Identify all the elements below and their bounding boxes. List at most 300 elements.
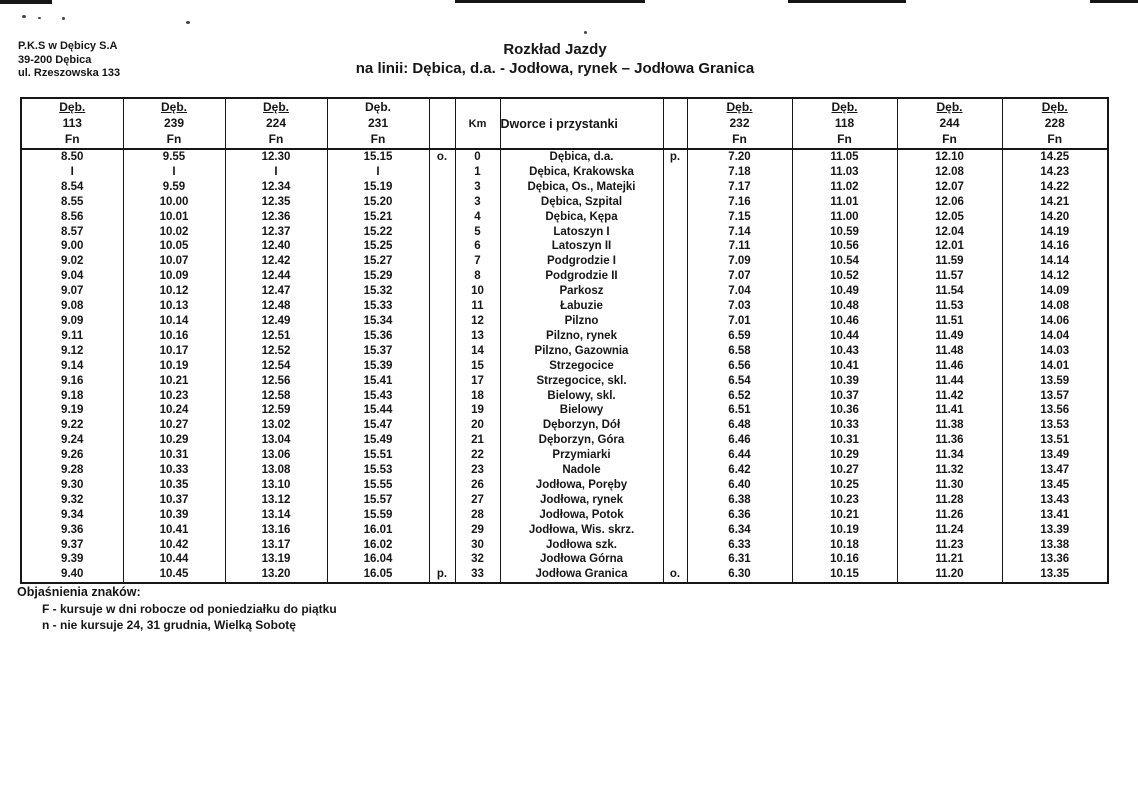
time-cell: 9.08 bbox=[61, 300, 84, 313]
km-cell: 17 bbox=[455, 374, 500, 389]
km-cell: 1 bbox=[455, 165, 500, 180]
km-cell: 13 bbox=[455, 329, 500, 344]
time-cell: 11.05 bbox=[792, 149, 897, 165]
time-cell: 13.38 bbox=[1002, 538, 1108, 553]
arrival-mark-cell bbox=[663, 225, 687, 240]
time-cell: 10.07 bbox=[123, 254, 225, 269]
time-cell: 12.40 bbox=[225, 239, 327, 254]
time-cell: 6.52 bbox=[687, 389, 792, 404]
km-cell: 30 bbox=[455, 538, 500, 553]
service-header bbox=[21, 98, 123, 149]
legend-line-n: n - nie kursuje 24, 31 grudnia, Wielką Sobotę bbox=[42, 618, 296, 632]
stop-name-cell: Dębica, Szpital bbox=[500, 195, 663, 210]
time-cell: 10.44 bbox=[792, 329, 897, 344]
time-cell: 15.29 bbox=[327, 269, 429, 284]
direction-mark-header bbox=[663, 98, 687, 149]
time-cell: 13.51 bbox=[1002, 433, 1108, 448]
time-cell: 12.48 bbox=[225, 299, 327, 314]
time-cell: 15.34 bbox=[327, 314, 429, 329]
time-cell: 6.36 bbox=[687, 508, 792, 523]
time-cell: 10.23 bbox=[123, 389, 225, 404]
time-cell: 13.10 bbox=[225, 478, 327, 493]
time-cell: 11.00 bbox=[792, 210, 897, 225]
time-cell: 10.00 bbox=[123, 195, 225, 210]
time-cell: 9.55 bbox=[123, 149, 225, 165]
stop-name-cell: Przymiarki bbox=[500, 448, 663, 463]
time-cell: I bbox=[70, 165, 74, 178]
stop-name-cell: Dębica, Kępa bbox=[500, 210, 663, 225]
time-cell: 9.12 bbox=[61, 344, 84, 357]
time-cell: 13.39 bbox=[1002, 523, 1108, 538]
arrival-mark-cell bbox=[663, 374, 687, 389]
time-cell: 7.15 bbox=[687, 210, 792, 225]
departure-mark-cell bbox=[429, 165, 455, 180]
service-header bbox=[687, 98, 792, 149]
time-cell: 9.40 bbox=[61, 568, 84, 581]
time-cell: 10.17 bbox=[123, 344, 225, 359]
time-cell: 11.54 bbox=[897, 284, 1002, 299]
time-cell: 10.31 bbox=[792, 433, 897, 448]
stop-name-cell: Jodłowa, Wis. skrz. bbox=[500, 523, 663, 538]
departure-mark-cell bbox=[429, 448, 455, 463]
service-note: Fn bbox=[1047, 132, 1063, 146]
service-header bbox=[792, 98, 897, 149]
time-cell: 11.02 bbox=[792, 180, 897, 195]
time-cell: 16.04 bbox=[327, 552, 429, 567]
km-cell: 3 bbox=[455, 180, 500, 195]
timetable-row bbox=[21, 329, 1108, 344]
time-cell: 12.56 bbox=[225, 374, 327, 389]
time-cell: 15.53 bbox=[327, 463, 429, 478]
time-cell: 7.07 bbox=[687, 269, 792, 284]
departure-mark-cell bbox=[429, 344, 455, 359]
scan-artifact bbox=[62, 17, 65, 20]
time-cell: 16.01 bbox=[327, 523, 429, 538]
time-cell: 11.41 bbox=[897, 403, 1002, 418]
departure-mark-cell bbox=[429, 359, 455, 374]
time-cell: 13.47 bbox=[1002, 463, 1108, 478]
page-title: Rozkład Jazdy bbox=[503, 41, 607, 58]
time-cell: 10.36 bbox=[792, 403, 897, 418]
time-cell: 8.50 bbox=[61, 151, 84, 163]
time-cell: 11.28 bbox=[897, 493, 1002, 508]
direction-mark-header bbox=[429, 98, 455, 149]
time-cell: 12.37 bbox=[225, 225, 327, 240]
time-cell: 10.23 bbox=[792, 493, 897, 508]
timetable-row bbox=[21, 374, 1108, 389]
scan-artifact bbox=[788, 0, 906, 3]
time-cell: 14.19 bbox=[1002, 225, 1108, 240]
stop-name-cell: Latoszyn I bbox=[500, 225, 663, 240]
stop-name-cell: Dębica, Krakowska bbox=[500, 165, 663, 180]
time-cell: 12.36 bbox=[225, 210, 327, 225]
time-cell: 13.56 bbox=[1002, 403, 1108, 418]
time-cell: 11.34 bbox=[897, 448, 1002, 463]
km-header: Km bbox=[455, 98, 500, 149]
time-cell: 10.43 bbox=[792, 344, 897, 359]
timetable-row bbox=[21, 165, 1108, 180]
time-cell: 11.46 bbox=[897, 359, 1002, 374]
service-header bbox=[123, 98, 225, 149]
time-cell: 7.16 bbox=[687, 195, 792, 210]
departure-mark-cell bbox=[429, 389, 455, 404]
arrival-mark-cell bbox=[663, 389, 687, 404]
time-cell: 14.06 bbox=[1002, 314, 1108, 329]
time-cell: 13.45 bbox=[1002, 478, 1108, 493]
service-header-box bbox=[22, 99, 123, 148]
timetable-row bbox=[21, 493, 1108, 508]
time-cell: 10.19 bbox=[792, 523, 897, 538]
time-cell: 12.49 bbox=[225, 314, 327, 329]
service-header-box bbox=[898, 99, 1002, 148]
arrival-mark-cell bbox=[663, 478, 687, 493]
timetable-row bbox=[21, 359, 1108, 374]
scan-artifact bbox=[186, 21, 190, 24]
service-note: Fn bbox=[370, 132, 386, 146]
time-cell: 8.56 bbox=[61, 210, 84, 223]
time-cell: 10.42 bbox=[123, 538, 225, 553]
time-cell: 11.42 bbox=[897, 389, 1002, 404]
time-cell: 11.24 bbox=[897, 523, 1002, 538]
time-cell: 12.06 bbox=[897, 195, 1002, 210]
time-cell: 14.01 bbox=[1002, 359, 1108, 374]
time-cell: 13.12 bbox=[225, 493, 327, 508]
time-cell: 11.49 bbox=[897, 329, 1002, 344]
time-cell: I bbox=[225, 165, 327, 180]
time-cell: 8.54 bbox=[61, 180, 84, 193]
time-cell: 6.38 bbox=[687, 493, 792, 508]
arrival-mark-cell: o. bbox=[663, 567, 687, 583]
time-cell: 16.05 bbox=[327, 567, 429, 583]
time-cell: 12.34 bbox=[225, 180, 327, 195]
timetable-row bbox=[21, 254, 1108, 269]
time-cell: 6.48 bbox=[687, 418, 792, 433]
km-cell: 15 bbox=[455, 359, 500, 374]
time-cell: 7.20 bbox=[687, 149, 792, 165]
departure-mark-cell bbox=[429, 225, 455, 240]
time-cell: 14.20 bbox=[1002, 210, 1108, 225]
stop-name-cell: Latoszyn II bbox=[500, 239, 663, 254]
time-cell: 9.36 bbox=[61, 523, 84, 536]
timetable-row bbox=[21, 403, 1108, 418]
time-cell: 10.33 bbox=[792, 418, 897, 433]
time-cell: 11.21 bbox=[897, 552, 1002, 567]
stop-name-cell: Bielowy bbox=[500, 403, 663, 418]
service-header-box bbox=[793, 99, 897, 148]
time-cell: 15.49 bbox=[327, 433, 429, 448]
time-cell: 9.32 bbox=[61, 493, 84, 506]
departure-mark-cell: o. bbox=[429, 149, 455, 165]
arrival-mark-cell bbox=[663, 210, 687, 225]
km-cell: 8 bbox=[455, 269, 500, 284]
time-cell: 10.27 bbox=[123, 418, 225, 433]
km-cell: 33 bbox=[455, 567, 500, 583]
service-header-box bbox=[124, 99, 225, 148]
km-cell: 19 bbox=[455, 403, 500, 418]
service-place-label: Dęb. bbox=[160, 100, 187, 114]
stop-name-cell: Dęborzyn, Góra bbox=[500, 433, 663, 448]
time-cell: 12.42 bbox=[225, 254, 327, 269]
time-cell: 8.57 bbox=[61, 225, 84, 238]
time-cell: 15.57 bbox=[327, 493, 429, 508]
route-subtitle: na linii: Dębica, d.a. - Jodłowa, rynek – Jodłowa Granica bbox=[355, 60, 755, 77]
service-header bbox=[1002, 98, 1108, 149]
time-cell: 15.22 bbox=[327, 225, 429, 240]
departure-mark-cell bbox=[429, 374, 455, 389]
time-cell: 15.32 bbox=[327, 284, 429, 299]
departure-mark-cell bbox=[429, 329, 455, 344]
time-cell: 13.06 bbox=[225, 448, 327, 463]
km-cell: 5 bbox=[455, 225, 500, 240]
scan-artifact bbox=[1090, 0, 1138, 3]
time-cell: 14.03 bbox=[1002, 344, 1108, 359]
time-cell: 9.00 bbox=[61, 240, 84, 253]
departure-mark-cell bbox=[429, 269, 455, 284]
km-cell: 10 bbox=[455, 284, 500, 299]
service-number: 224 bbox=[265, 116, 287, 130]
time-cell: 15.37 bbox=[327, 344, 429, 359]
timetable-row bbox=[21, 523, 1108, 538]
time-cell: 13.02 bbox=[225, 418, 327, 433]
time-cell: 15.44 bbox=[327, 403, 429, 418]
time-cell: 12.35 bbox=[225, 195, 327, 210]
time-cell: 10.39 bbox=[792, 374, 897, 389]
timetable-row bbox=[21, 299, 1108, 314]
km-cell: 12 bbox=[455, 314, 500, 329]
time-cell: 10.31 bbox=[123, 448, 225, 463]
stop-name-cell: Jodłowa, rynek bbox=[500, 493, 663, 508]
service-note: Fn bbox=[732, 132, 747, 146]
time-cell: 9.22 bbox=[61, 419, 84, 432]
km-cell: 4 bbox=[455, 210, 500, 225]
service-note: Fn bbox=[166, 132, 182, 146]
arrival-mark-cell bbox=[663, 254, 687, 269]
time-cell: 11.51 bbox=[897, 314, 1002, 329]
service-note: Fn bbox=[942, 132, 957, 146]
scan-artifact bbox=[22, 15, 26, 18]
time-cell: 12.08 bbox=[897, 165, 1002, 180]
km-cell: 32 bbox=[455, 552, 500, 567]
timetable-row bbox=[21, 433, 1108, 448]
scan-artifact bbox=[584, 31, 587, 34]
time-cell: 10.46 bbox=[792, 314, 897, 329]
service-place-label: Dęb. bbox=[1041, 100, 1068, 114]
service-header-box bbox=[688, 99, 792, 148]
time-cell: 15.27 bbox=[327, 254, 429, 269]
arrival-mark-cell bbox=[663, 180, 687, 195]
time-cell: 12.04 bbox=[897, 225, 1002, 240]
time-cell: 10.25 bbox=[792, 478, 897, 493]
time-cell: 9.07 bbox=[61, 285, 84, 298]
time-cell: 11.53 bbox=[897, 299, 1002, 314]
time-cell: 10.14 bbox=[123, 314, 225, 329]
time-cell: 13.43 bbox=[1002, 493, 1108, 508]
timetable-row bbox=[21, 552, 1108, 567]
km-cell: 3 bbox=[455, 195, 500, 210]
departure-mark-cell bbox=[429, 239, 455, 254]
time-cell: 11.30 bbox=[897, 478, 1002, 493]
time-cell: 15.55 bbox=[327, 478, 429, 493]
km-cell: 22 bbox=[455, 448, 500, 463]
time-cell: 6.54 bbox=[687, 374, 792, 389]
time-cell: 15.25 bbox=[327, 239, 429, 254]
stop-name-cell: Bielowy, skl. bbox=[500, 389, 663, 404]
arrival-mark-cell bbox=[663, 508, 687, 523]
timetable-row bbox=[21, 508, 1108, 523]
company-street: ul. Rzeszowska 133 bbox=[18, 67, 121, 79]
timetable-row bbox=[21, 195, 1108, 210]
departure-mark-cell bbox=[429, 299, 455, 314]
arrival-mark-cell bbox=[663, 165, 687, 180]
time-cell: 9.30 bbox=[61, 478, 84, 491]
service-number: 118 bbox=[834, 116, 855, 130]
service-note: Fn bbox=[64, 132, 80, 146]
service-place-label: Dęb. bbox=[59, 100, 86, 114]
company-name: P.K.S w Dębicy S.A bbox=[18, 40, 118, 52]
time-cell: 10.45 bbox=[123, 567, 225, 583]
time-cell: 13.36 bbox=[1002, 552, 1108, 567]
header-row bbox=[21, 98, 1108, 149]
time-cell: 10.44 bbox=[123, 552, 225, 567]
arrival-mark-cell bbox=[663, 359, 687, 374]
service-number: 228 bbox=[1044, 116, 1065, 130]
time-cell: 13.08 bbox=[225, 463, 327, 478]
time-cell: 7.11 bbox=[687, 239, 792, 254]
timetable-row bbox=[21, 448, 1108, 463]
service-header-box bbox=[226, 99, 327, 148]
time-cell: 6.34 bbox=[687, 523, 792, 538]
service-place-label: Dęb. bbox=[364, 100, 391, 114]
arrival-mark-cell bbox=[663, 463, 687, 478]
time-cell: 14.08 bbox=[1002, 299, 1108, 314]
stop-name-cell: Dęborzyn, Dół bbox=[500, 418, 663, 433]
time-cell: 9.11 bbox=[61, 329, 84, 342]
km-cell: 7 bbox=[455, 254, 500, 269]
time-cell: 13.14 bbox=[225, 508, 327, 523]
time-cell: 12.51 bbox=[225, 329, 327, 344]
time-cell: 10.12 bbox=[123, 284, 225, 299]
timetable-row bbox=[21, 269, 1108, 284]
time-cell: 10.15 bbox=[792, 567, 897, 583]
departure-mark-cell bbox=[429, 195, 455, 210]
time-cell: 6.40 bbox=[687, 478, 792, 493]
time-cell: 10.41 bbox=[792, 359, 897, 374]
time-cell: 10.19 bbox=[123, 359, 225, 374]
time-cell: 12.10 bbox=[897, 149, 1002, 165]
timetable bbox=[20, 97, 1109, 584]
time-cell: 10.48 bbox=[792, 299, 897, 314]
time-cell: 10.39 bbox=[123, 508, 225, 523]
arrival-mark-cell bbox=[663, 403, 687, 418]
time-cell: 9.24 bbox=[61, 434, 84, 447]
time-cell: 11.44 bbox=[897, 374, 1002, 389]
departure-mark-cell bbox=[429, 180, 455, 195]
time-cell: 9.26 bbox=[61, 449, 84, 462]
stop-name-cell: Podgrodzie I bbox=[500, 254, 663, 269]
arrival-mark-cell bbox=[663, 418, 687, 433]
time-cell: 13.17 bbox=[225, 538, 327, 553]
time-cell: 10.54 bbox=[792, 254, 897, 269]
time-cell: I bbox=[123, 165, 225, 180]
legend-title: Objaśnienia znaków: bbox=[17, 585, 141, 599]
time-cell: 13.16 bbox=[225, 523, 327, 538]
timetable-row bbox=[21, 210, 1108, 225]
time-cell: 10.37 bbox=[123, 493, 225, 508]
stop-name-cell: Łabuzie bbox=[500, 299, 663, 314]
timetable-row bbox=[21, 225, 1108, 240]
time-cell: 11.57 bbox=[897, 269, 1002, 284]
service-place-label: Dęb. bbox=[262, 100, 289, 114]
km-cell: 23 bbox=[455, 463, 500, 478]
km-cell: 26 bbox=[455, 478, 500, 493]
timetable-row bbox=[21, 389, 1108, 404]
time-cell: 13.49 bbox=[1002, 448, 1108, 463]
km-cell: 28 bbox=[455, 508, 500, 523]
scan-artifact bbox=[38, 17, 41, 19]
time-cell: 11.59 bbox=[897, 254, 1002, 269]
stop-name-cell: Dębica, d.a. bbox=[500, 149, 663, 165]
company-postal: 39-200 Dębica bbox=[18, 53, 92, 66]
time-cell: 7.04 bbox=[687, 284, 792, 299]
legend-block bbox=[17, 585, 337, 633]
time-cell: 10.02 bbox=[123, 225, 225, 240]
time-cell: 9.04 bbox=[61, 270, 84, 283]
timetable-row bbox=[21, 344, 1108, 359]
time-cell: 14.23 bbox=[1002, 165, 1108, 180]
time-cell: 6.44 bbox=[687, 448, 792, 463]
stop-name-cell: Pilzno, rynek bbox=[500, 329, 663, 344]
time-cell: 10.29 bbox=[792, 448, 897, 463]
time-cell: 7.09 bbox=[687, 254, 792, 269]
time-cell: 12.30 bbox=[225, 149, 327, 165]
time-cell: 14.09 bbox=[1002, 284, 1108, 299]
time-cell: 10.13 bbox=[123, 299, 225, 314]
departure-mark-cell bbox=[429, 403, 455, 418]
time-cell: 10.16 bbox=[792, 552, 897, 567]
time-cell: 15.15 bbox=[327, 149, 429, 165]
time-cell: 15.51 bbox=[327, 448, 429, 463]
time-cell: 13.57 bbox=[1002, 389, 1108, 404]
arrival-mark-cell bbox=[663, 552, 687, 567]
time-cell: 11.48 bbox=[897, 344, 1002, 359]
km-cell: 29 bbox=[455, 523, 500, 538]
time-cell: 13.59 bbox=[1002, 374, 1108, 389]
timetable-row bbox=[21, 478, 1108, 493]
service-number: 232 bbox=[729, 116, 750, 130]
timetable-row bbox=[21, 463, 1108, 478]
stop-name-cell: Strzegocice, skl. bbox=[500, 374, 663, 389]
km-cell: 21 bbox=[455, 433, 500, 448]
time-cell: 11.36 bbox=[897, 433, 1002, 448]
km-cell: 27 bbox=[455, 493, 500, 508]
departure-mark-cell: p. bbox=[429, 567, 455, 583]
timetable-row bbox=[21, 418, 1108, 433]
time-cell: 15.33 bbox=[327, 299, 429, 314]
stop-name-cell: Strzegocice bbox=[500, 359, 663, 374]
time-cell: 6.56 bbox=[687, 359, 792, 374]
departure-mark-cell bbox=[429, 508, 455, 523]
time-cell: 10.09 bbox=[123, 269, 225, 284]
time-cell: 10.18 bbox=[792, 538, 897, 553]
time-cell: 10.33 bbox=[123, 463, 225, 478]
service-header-box bbox=[1003, 99, 1108, 148]
time-cell: 6.46 bbox=[687, 433, 792, 448]
time-cell: 12.44 bbox=[225, 269, 327, 284]
time-cell: 10.21 bbox=[792, 508, 897, 523]
time-cell: 15.39 bbox=[327, 359, 429, 374]
time-cell: 11.03 bbox=[792, 165, 897, 180]
timetable-row bbox=[21, 239, 1108, 254]
